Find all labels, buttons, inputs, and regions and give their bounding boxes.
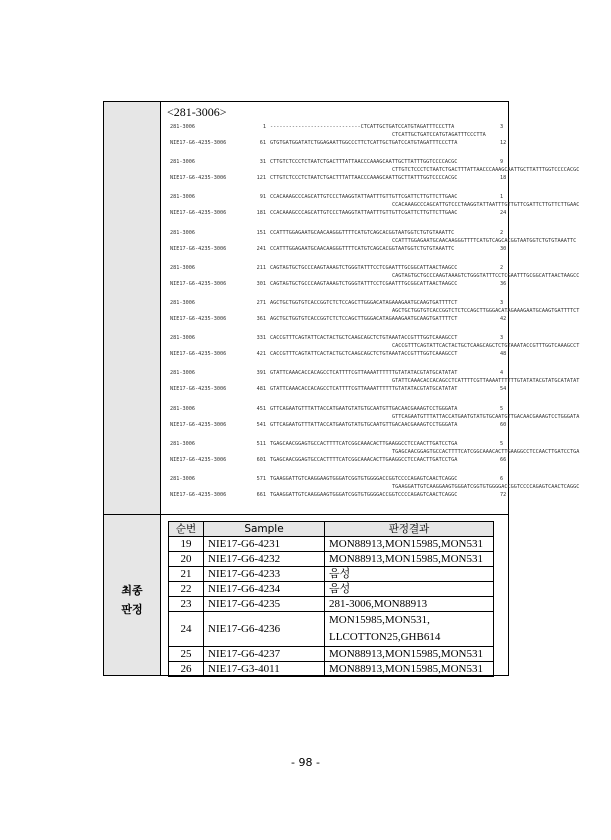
sequence: AGCTGCTGGTGTCACCGGTCTCTCCAGCTTGGGACATAGAAAGAATGCAAGTGATTTTCT (392, 308, 580, 314)
seq-end: 66 (500, 456, 507, 463)
seq-end: 6 (500, 476, 504, 482)
seq-start: 91 (259, 194, 266, 201)
row-result: MON88913,MON15985,MON531 (325, 552, 494, 567)
results-table (168, 521, 494, 677)
sequence: CCATTTGGAGAATGCAACAAGGGTTTTCATGTCAGCACGGTAATGGTCTGTGTAAATTC (270, 245, 455, 252)
seq-name: NIE17-G6-4235-3006 (170, 210, 227, 217)
seq-start: 151 (256, 229, 266, 236)
row-no: 20 (169, 552, 204, 567)
seq-end: 30 (500, 245, 507, 252)
row-sample: NIE17-G6-4236 (204, 612, 325, 647)
sequence: TGAGCAACGGAGTGCCACTTTTCATCGGCAAACACTTGAAGGCCTCCAACTTGATCCTGA (270, 440, 458, 447)
sequence: TGAGCAACGGAGTGCCACTTTTCATCGGCAAACACTTGAAGGCCTCCAACTTGATCCTGA (270, 456, 458, 463)
seq-end: 48 (500, 351, 507, 358)
sequence: GTATTCAAACACCACAGCCTCATTTTCGTTAAAATTTTTTGTATATACGTATGCATATAT (270, 370, 458, 377)
row-no: 25 (169, 647, 204, 662)
seq-start: 571 (256, 476, 266, 482)
seq-start: 391 (256, 370, 266, 377)
row-no: 19 (169, 537, 204, 552)
row-sample: NIE17-G6-4232 (204, 552, 325, 567)
seq-start: 361 (256, 316, 266, 322)
seq-end: 4 (500, 370, 504, 377)
seq-name: NIE17-G6-4235-3006 (170, 316, 227, 322)
seq-start: 601 (256, 456, 266, 463)
seq-name: NIE17-G6-4235-3006 (170, 280, 227, 287)
sequence: CCACAAAGCCCAGCATTGTCCCTAAGGTATTAATTTGTTGTTCGATTCTTGTTCTTGAAC (392, 202, 580, 209)
seq-end: 60 (500, 421, 507, 428)
seq-start: 241 (256, 245, 266, 252)
sequence: CTTGTCTCCCTCTAATCTGACTTTATTAACCCAAAGCAATTGCTTATTTGGTCCCCACGC (270, 159, 458, 166)
seq-name: 281-3006 (170, 264, 195, 271)
row-result-line: MON15985,MON531, (329, 614, 430, 626)
seq-end: 9 (500, 159, 504, 166)
document-frame (103, 101, 580, 676)
row-sample: NIE17-G6-4237 (204, 647, 325, 662)
row-result: MON88913,MON15985,MON531 (325, 647, 494, 662)
sequence: GTTCAGAATGTTTATTACCATGAATGTATGTGCAATGTTGACAACGAAAGTCCTGGGATA (392, 413, 580, 420)
table-row (169, 647, 494, 662)
table-row (169, 582, 494, 597)
seq-end: 36 (500, 280, 507, 287)
seq-name: 281-3006 (170, 194, 195, 201)
row-result-line: LLCOTTON25,GHB614 (329, 631, 441, 643)
table-row (169, 662, 494, 677)
sequence: GTTCAGAATGTTTATTACCATGAATGTATGTGCAATGTTGACAACGAAAGTCCTGGGATA (270, 421, 458, 428)
table-row (169, 552, 494, 567)
seq-name: 281-3006 (170, 405, 195, 412)
table-row (169, 567, 494, 582)
verdict-label-line1: 최종 (121, 584, 143, 597)
seq-name: 281-3006 (170, 159, 195, 166)
row-no: 23 (169, 597, 204, 612)
row-result: 281-3006,MON88913 (325, 597, 494, 612)
seq-start: 121 (256, 175, 266, 182)
seq-name: NIE17-G6-4235-3006 (170, 386, 227, 393)
sequence: CAGTAGTGCTGCCCAAGTAAAGTCTGGGTATTTCCTCGAATTTGCGGCATTAACTAAGCC (270, 264, 458, 271)
seq-name: NIE17-G6-4235-3006 (170, 421, 227, 428)
sequence: CCACAAAGCCCAGCATTGTCCCTAAGGTATTAATTTGTTGTTCGATTCTTGTTCTTGAAC (270, 194, 458, 201)
row-sample: NIE17-G6-4233 (204, 567, 325, 582)
seq-end: 42 (500, 316, 507, 322)
sequence: CACCGTTTCAGTATTCACTACTGCTCAAGCAGCTCTGTAAATACCGTTTGGTCAAAGCCT (270, 335, 458, 342)
seq-end: 3 (500, 335, 504, 342)
verdict-header-cell (104, 514, 160, 675)
sequence: TGAGCAACGGAGTGCCACTTTTCATCGGCAAACACTTGAAGGCCTCCAACTTGATCCTGA (392, 448, 580, 455)
header-no: 순번 (169, 522, 204, 537)
seq-end: 18 (500, 175, 507, 182)
seq-end: 5 (500, 440, 504, 447)
row-no: 21 (169, 567, 204, 582)
seq-end: 72 (500, 492, 507, 498)
seq-start: 661 (256, 492, 266, 498)
sequence: GTTCAGAATGTTTATTACCATGAATGTATGTGCAATGTTGACAACGAAAGTCCTGGGATA (270, 405, 458, 412)
seq-end: 5 (500, 405, 504, 412)
seq-end: 2 (500, 229, 504, 236)
row-result (325, 612, 494, 647)
row-sample: NIE17-G6-4235 (204, 597, 325, 612)
sequence: CTTGTCTCCCTCTAATCTGACTTTATTAACCCAAAGCAATTGCTTATTTGGTCCCCACGC (392, 167, 580, 174)
page-number: - 98 - (291, 756, 320, 769)
seq-start: 451 (256, 405, 266, 412)
seq-start: 271 (256, 300, 266, 306)
seq-name: NIE17-G6-4235-3006 (170, 140, 227, 146)
final-verdict-label (104, 581, 160, 619)
sequence: CACCGTTTCAGTATTCACTACTGCTCAAGCAGCTCTGTAAATACCGTTTGGTCAAAGCCT (270, 351, 458, 358)
sequence: CTTGTCTCCCTCTAATCTGACTTTATTAACCCAAAGCAATTGCTTATTTGGTCCCCACGC (270, 175, 458, 182)
seq-name: 281-3006 (170, 335, 195, 342)
row-no: 24 (169, 612, 204, 647)
sequence: GTATTCAAACACCACAGCCTCATTTTCGTTAAAATTTTTTGTATATACGTATGCATATAT (270, 386, 458, 393)
seq-start: 331 (256, 335, 266, 342)
row-sample: NIE17-G6-4234 (204, 582, 325, 597)
sequence: TGAAGGATTGTCAAGGAAGTGGGATCGGTGTGGGGACCGGTCCCCAGAGTCAACTCAGGC (270, 492, 458, 498)
seq-name: 281-3006 (170, 370, 195, 377)
verdict-label-line2: 판정 (121, 603, 143, 616)
header-sample: Sample (204, 522, 325, 537)
row-result: 음성 (325, 582, 494, 597)
sequence: CACCGTTTCAGTATTCACTACTGCTCAAGCAGCTCTGTAAATACCGTTTGGTCAAAGCCT (392, 343, 580, 350)
seq-start: 301 (256, 280, 266, 287)
table-row (169, 612, 494, 647)
sequence-alignment (170, 124, 580, 512)
section-title: <281-3006> (167, 105, 227, 119)
sequence: GTATTCAAACACCACAGCCTCATTTTCGTTAAAATTTTTTGTATATACGTATGCATATAT (392, 378, 580, 385)
seq-name: 281-3006 (170, 300, 195, 306)
sequence: TGAAGGATTGTCAAGGAAGTGGGATCGGTGTGGGGACCGGTCCCCAGAGTCAACTCAGGC (270, 476, 458, 482)
sequence: CTCATTGCTGATCCATGTAGATTTCCCTTA (392, 132, 486, 138)
row-result: 음성 (325, 567, 494, 582)
sequence: AGCTGCTGGTGTCACCGGTCTCTCCAGCTTGGGACATAGAAAGAATGCAAGTGATTTTCT (270, 300, 458, 306)
row-no: 26 (169, 662, 204, 677)
seq-end: 2 (500, 264, 504, 271)
sequence: CAGTAGTGCTGCCCAAGTAAAGTCTGGGTATTTCCTCGAATTTGCGGCATTAACTAAGCC (270, 280, 458, 287)
seq-name: NIE17-G6-4235-3006 (170, 492, 227, 498)
seq-end: 54 (500, 386, 507, 393)
table-row (169, 537, 494, 552)
seq-start: 31 (259, 159, 266, 166)
seq-name: NIE17-G6-4235-3006 (170, 351, 227, 358)
row-sample: NIE17-G3-4011 (204, 662, 325, 677)
row-result: MON88913,MON15985,MON531 (325, 537, 494, 552)
seq-start: 541 (256, 421, 266, 428)
seq-name: NIE17-G6-4235-3006 (170, 175, 227, 182)
seq-start: 511 (256, 440, 266, 447)
seq-start: 481 (256, 386, 266, 393)
seq-name: 281-3006 (170, 229, 195, 236)
sequence: CCACAAAGCCCAGCATTGTCCCTAAGGTATTAATTTGTTGTTCGATTCTTGTTCTTGAAC (270, 210, 458, 217)
seq-start: 61 (259, 140, 266, 146)
row-result: MON88913,MON15985,MON531 (325, 662, 494, 677)
seq-name: 281-3006 (170, 124, 195, 130)
sequence: AGCTGCTGGTGTCACCGGTCTCTCCAGCTTGGGACATAGAAAGAATGCAAGTGATTTTCT (270, 316, 458, 322)
sequence: CAGTAGTGCTGCCCAAGTAAAGTCTGGGTATTTCCTCGAATTTGCGGCATTAACTAAGCC (392, 272, 580, 279)
seq-start: 421 (256, 351, 266, 358)
left-column (104, 102, 161, 675)
seq-end: 12 (500, 140, 507, 146)
table-row (169, 597, 494, 612)
sequence: TGAAGGATTGTCAAGGAAGTGGGATCGGTGTGGGGACCGGTCCCCAGAGTCAACTCAGGC (392, 484, 580, 490)
row-no: 22 (169, 582, 204, 597)
seq-end: 3 (500, 300, 504, 306)
row-sample: NIE17-G6-4231 (204, 537, 325, 552)
header-result: 판정결과 (325, 522, 494, 537)
seq-name: NIE17-G6-4235-3006 (170, 456, 227, 463)
seq-start: 1 (262, 124, 266, 130)
sequence: CCATTTGGAGAATGCAACAAGGGTTTTCATGTCAGCACGGTAATGGTCTGTGTAAATTC (270, 229, 455, 236)
seq-name: 281-3006 (170, 476, 195, 482)
seq-start: 181 (256, 210, 266, 217)
seq-start: 211 (256, 264, 266, 271)
sequence: CCATTTGGAGAATGCAACAAGGGTTTTCATGTCAGCACGGTAATGGTCTGTGTAAATTC (392, 237, 577, 244)
table-header-row (169, 522, 494, 537)
seq-name: NIE17-G6-4235-3006 (170, 245, 227, 252)
seq-name: 281-3006 (170, 440, 195, 447)
seq-end: 24 (500, 210, 507, 217)
seq-end: 3 (500, 124, 504, 130)
left-header-cell (104, 102, 160, 514)
sequence: -----------------------------CTCATTGCTGATCCATGTAGATTTCCCTTA (270, 124, 455, 130)
seq-end: 1 (500, 194, 504, 201)
sequence: GTGTGATGGATATCTGGAGAATTGGCCCTTCTCATTGCTGATCCATGTAGATTTCCCTTA (270, 140, 458, 146)
row-divider (161, 514, 508, 515)
